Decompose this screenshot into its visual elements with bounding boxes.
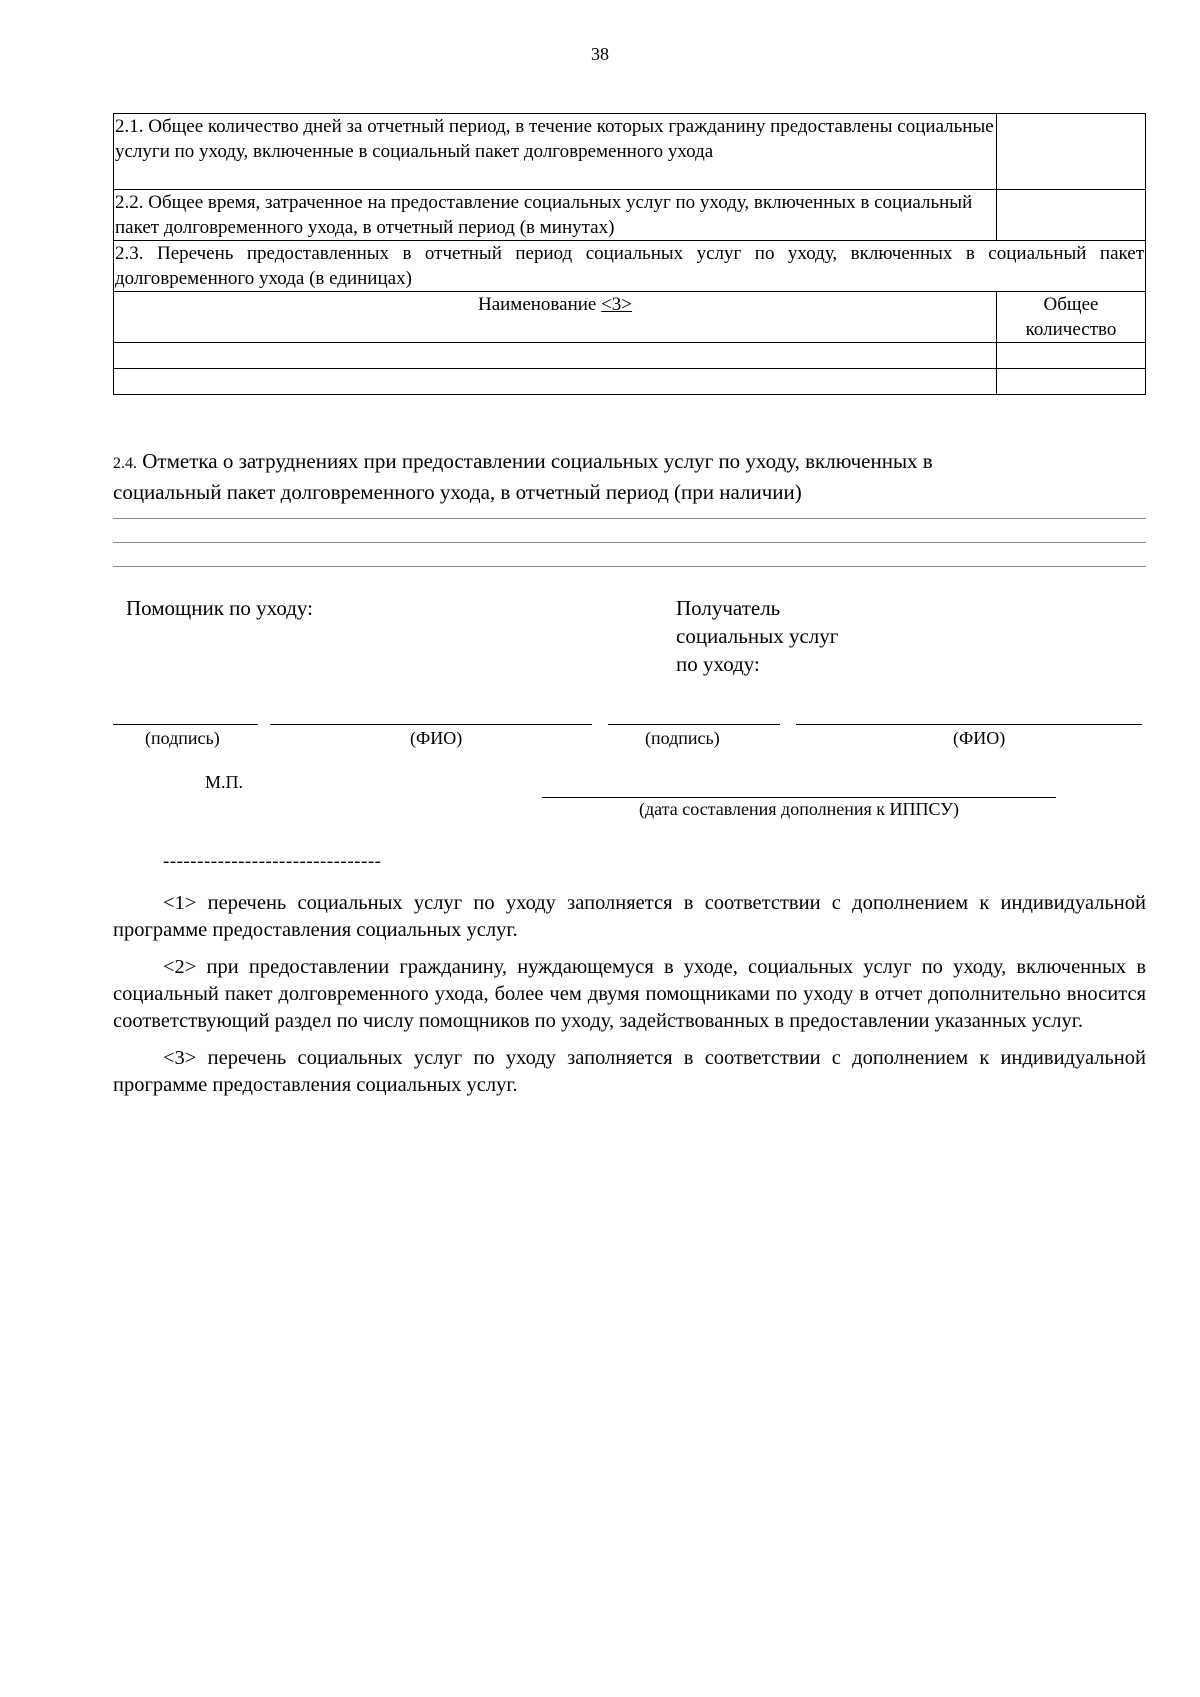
row-2-1-label: 2.1. Общее количество дней за отчетный период, в течение которых гражданину предоставлены социальные услуги по уходу, включенные в социальный пакет долговременного ухода: [114, 114, 997, 190]
table-header-row: [114, 292, 1146, 343]
note-text-line1: Отметка о затруднениях при предоставлении социальных услуг по уходу, включенных в: [137, 449, 933, 473]
recipient-line1: Получатель: [676, 596, 781, 620]
note-number: 2.4.: [113, 455, 137, 472]
recipient-label: [676, 594, 838, 678]
table-row: [114, 369, 1146, 395]
note-text-line2: социальный пакет долговременного ухода, в отчетный период (при наличии): [113, 480, 802, 504]
table-row: [114, 343, 1146, 369]
header-total-line1: Общее: [1043, 294, 1099, 315]
recipient-signature-line[interactable]: [608, 724, 780, 725]
header-name: Наименование: [477, 294, 602, 315]
recipient-line3: по уходу:: [676, 652, 760, 676]
footnote-3: <3> перечень социальных услуг по уходу заполняется в соответствии с дополнением к индивидуальной программе предоставления социальных услуг.: [113, 1047, 1146, 1096]
footnote-3-link[interactable]: <3>: [601, 294, 633, 315]
footnote-2: <2> при предоставлении гражданину, нуждающемуся в уходе, социальных услуг по уходу, включенных в социальный пакет долговременного ухода, более чем двумя помощниками по уходу в отчет дополнительно вносится соответствующий раздел по числу помощников по уходу, задействованных в предоставлении указанных услуг.: [113, 956, 1146, 1032]
assistant-signature-line[interactable]: [113, 724, 258, 725]
recipient-line2: социальных услуг: [676, 624, 839, 648]
note-line-2[interactable]: [113, 542, 1146, 543]
recipient-name-line[interactable]: [796, 724, 1142, 725]
footnotes: [113, 890, 1146, 1109]
page-number: 38: [591, 44, 609, 64]
recipient-name-caption: (ФИО): [953, 728, 1006, 748]
row-2-1-value-cell[interactable]: [997, 114, 1146, 190]
table-row: [114, 114, 1146, 190]
row-2-3-label: 2.3. Перечень предоставленных в отчетный период социальных услуг по уходу, включенных в социальный пакет долговременного ухода (в единицах): [114, 241, 1146, 292]
service-name-cell[interactable]: [114, 343, 997, 369]
service-count-cell[interactable]: [997, 343, 1146, 369]
table-row: [114, 190, 1146, 241]
row-2-2-value-cell[interactable]: [997, 190, 1146, 241]
assistant-name-caption: (ФИО): [410, 728, 463, 748]
footnote-1: <1> перечень социальных услуг по уходу заполняется в соответствии с дополнением к индивидуальной программе предоставления социальных услуг.: [113, 892, 1146, 941]
recipient-signature-caption: (подпись): [645, 728, 720, 748]
footnote-separator: --------------------------------: [163, 851, 382, 872]
note-line-1[interactable]: [113, 518, 1146, 519]
note-line-3[interactable]: [113, 566, 1146, 567]
seal-mark: М.П.: [205, 772, 244, 792]
difficulty-note-label: [113, 447, 1153, 506]
header-total-cell: [997, 292, 1146, 343]
assistant-name-line[interactable]: [270, 724, 592, 725]
report-table: [113, 113, 1146, 395]
table-row: [114, 241, 1146, 292]
assistant-signature-caption: (подпись): [145, 728, 220, 748]
date-caption: (дата составления дополнения к ИППСУ): [639, 799, 959, 819]
date-line[interactable]: [542, 797, 1056, 798]
row-2-2-label: 2.2. Общее время, затраченное на предоставление социальных услуг по уходу, включенных в социальный пакет долговременного ухода, в отчетный период (в минутах): [114, 190, 997, 241]
header-total-line2: количество: [1025, 319, 1117, 340]
service-name-cell[interactable]: [114, 369, 997, 395]
service-count-cell[interactable]: [997, 369, 1146, 395]
assistant-label: Помощник по уходу:: [126, 596, 313, 620]
header-name-cell: [114, 292, 997, 343]
